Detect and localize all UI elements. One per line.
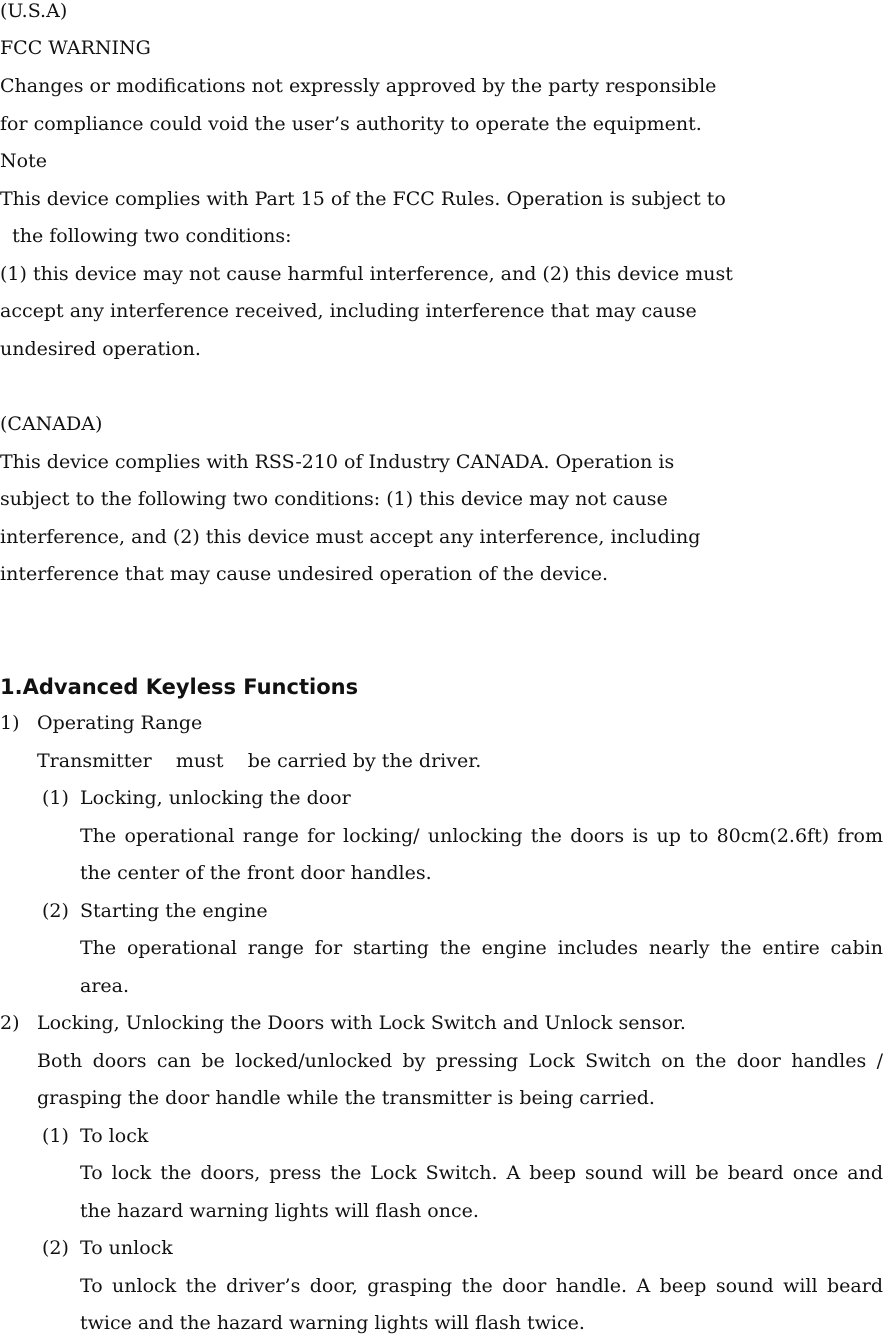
item2-sub1-line-2: the hazard warning lights will flash once.	[80, 1200, 479, 1222]
canada-line-1: This device complies with RSS-210 of Industry CANADA. Operation is	[0, 451, 675, 473]
usa-label: (U.S.A)	[0, 0, 68, 22]
item1-sub1-title: Locking, unlocking the door	[80, 787, 351, 809]
note-line-4: accept any interference received, including interference that may cause	[0, 300, 697, 322]
canada-line-3: interference, and (2) this device must accept any interference, including	[0, 526, 701, 548]
item1-sub1-number: (1)	[42, 787, 69, 809]
item2-sub2-line-1: To unlock the driver’s door, grasping the door handle. A beep sound will beard	[80, 1275, 883, 1297]
item2-sub2-number: (2)	[42, 1237, 69, 1259]
canada-line-2: subject to the following two conditions: (1) this device may not cause	[0, 488, 668, 510]
fcc-warning-title: FCC WARNING	[0, 37, 151, 59]
warning-line-1: Changes or modifications not expressly approved by the party responsible	[0, 75, 717, 97]
item2-sub1-line-1: To lock the doors, press the Lock Switch. A beep sound will be beard once and	[80, 1162, 883, 1184]
item1-sub2-title: Starting the engine	[80, 900, 268, 922]
item2-number: 2)	[0, 1012, 20, 1034]
item2-line-1: Both doors can be locked/unlocked by pressing Lock Switch on the door handles /	[37, 1050, 883, 1072]
note-label: Note	[0, 150, 47, 172]
item2-sub1-number: (1)	[42, 1125, 69, 1147]
item1-sub2-number: (2)	[42, 900, 69, 922]
section-title: 1.Advanced Keyless Functions	[0, 675, 359, 699]
note-line-5: undesired operation.	[0, 338, 201, 360]
item1-number: 1)	[0, 712, 20, 734]
item2-sub2-title: To unlock	[80, 1237, 173, 1259]
warning-line-2: for compliance could void the user’s authority to operate the equipment.	[0, 113, 702, 135]
item1-sub2-line-2: area.	[80, 975, 130, 997]
canada-line-4: interference that may cause undesired operation of the device.	[0, 563, 608, 585]
item2-sub1-title: To lock	[80, 1125, 149, 1147]
note-line-1: This device complies with Part 15 of the FCC Rules. Operation is subject to	[0, 188, 726, 210]
item2-title: Locking, Unlocking the Doors with Lock Switch and Unlock sensor.	[37, 1012, 686, 1034]
item1-sub1-line-2: the center of the front door handles.	[80, 862, 432, 884]
item1-sub2-line-1: The operational range for starting the engine includes nearly the entire cabin	[80, 937, 883, 959]
item1-intro: Transmitter must be carried by the driver.	[37, 750, 482, 772]
note-line-3: (1) this device may not cause harmful interference, and (2) this device must	[0, 263, 733, 285]
item2-sub2-line-2: twice and the hazard warning lights will flash twice.	[80, 1312, 585, 1334]
item1-title: Operating Range	[37, 712, 203, 734]
item1-sub1-line-1: The operational range for locking/ unlocking the doors is up to 80cm(2.6ft) from	[80, 825, 883, 847]
note-line-2: the following two conditions:	[0, 225, 292, 247]
item2-line-2: grasping the door handle while the transmitter is being carried.	[37, 1087, 655, 1109]
canada-label: (CANADA)	[0, 413, 103, 435]
